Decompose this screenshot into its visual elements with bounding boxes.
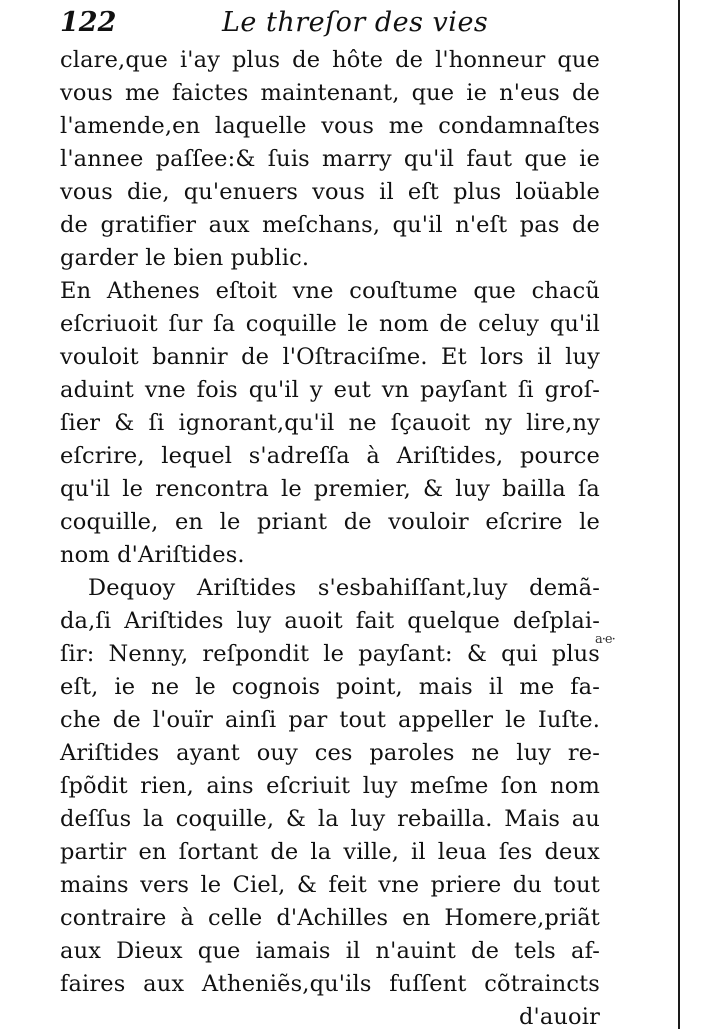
text-line: aux Dieux que iamais il n'auint de tels af- [60,938,600,964]
text-line: eſt, ie ne le cognois point, mais il me fa- [60,674,600,700]
text-line: En Athenes eſtoit vne couſtume que chacũ [60,278,600,304]
text-line: vous die, qu'enuers vous il eſt plus loüable [60,179,600,205]
text-line: de gratifier aux meſchans, qu'il n'eſt pas de [60,212,600,238]
text-line: Ariſtides ayant ouy ces paroles ne luy re- [60,740,600,766]
running-title: Le threſor des vies [222,7,489,38]
text-line: coquille, en le priant de vouloir eſcrire le [60,509,600,535]
body-text [60,44,600,1029]
catchword: d'auoir [518,1004,600,1029]
page-number: 122 [60,7,117,38]
text-line: contraire à celle d'Achilles en Homere,priãt [60,905,600,931]
text-line: l'annee paſſee:& ſuis marry qu'il faut que ie [60,146,600,172]
page-header [60,6,600,40]
text-line: ſir: Nenny, reſpondit le payſant: & qui plus [60,641,600,667]
page-edge-rule [678,0,680,1029]
text-line: clare,que i'ay plus de hôte de l'honneur que [60,47,600,73]
text-line: aduint vne fois qu'il y eut vn payſant ſi groſ- [60,377,600,403]
text-line: eſcriuoit ſur ſa coquille le nom de celuy qu'il [60,311,600,337]
text-line: Dequoy Ariſtides s'esbahiſſant,luy demã- [88,575,600,601]
text-line: eſcrire, lequel s'adreſſa à Ariſtides, pource [60,443,600,469]
text-line: nom d'Ariſtides. [60,542,245,568]
text-line: da,ſi Ariſtides luy auoit fait quelque deſplai- [60,608,600,634]
text-line: deſſus la coquille, & la luy rebailla. Mais au [60,806,600,832]
text-line: vouloit bannir de l'Oſtraciſme. Et lors il luy [60,344,600,370]
text-line: l'amende,en laquelle vous me condamnaſtes [60,113,600,139]
text-line: che de l'ouïr ainſi par tout appeller le Iuſte. [60,707,600,733]
text-line: ſier & ſi ignorant,qu'il ne ſçauoit ny lire,ny [60,410,600,436]
margin-note: a·e· [595,632,615,647]
text-line: garder le bien public. [60,245,310,271]
text-line: qu'il le rencontra le premier, & luy bailla ſa [60,476,600,502]
text-line: faires aux Atheniẽs,qu'ils fuſſent cõtraincts [60,971,600,997]
text-line: mains vers le Ciel, & feit vne priere du tout [60,872,600,898]
text-line: partir en ſortant de la ville, il leua ſes deux [60,839,600,865]
text-line: ſpõdit rien, ains eſcriuit luy meſme ſon nom [60,773,600,799]
text-line: vous me faictes maintenant, que ie n'eus de [60,80,600,106]
